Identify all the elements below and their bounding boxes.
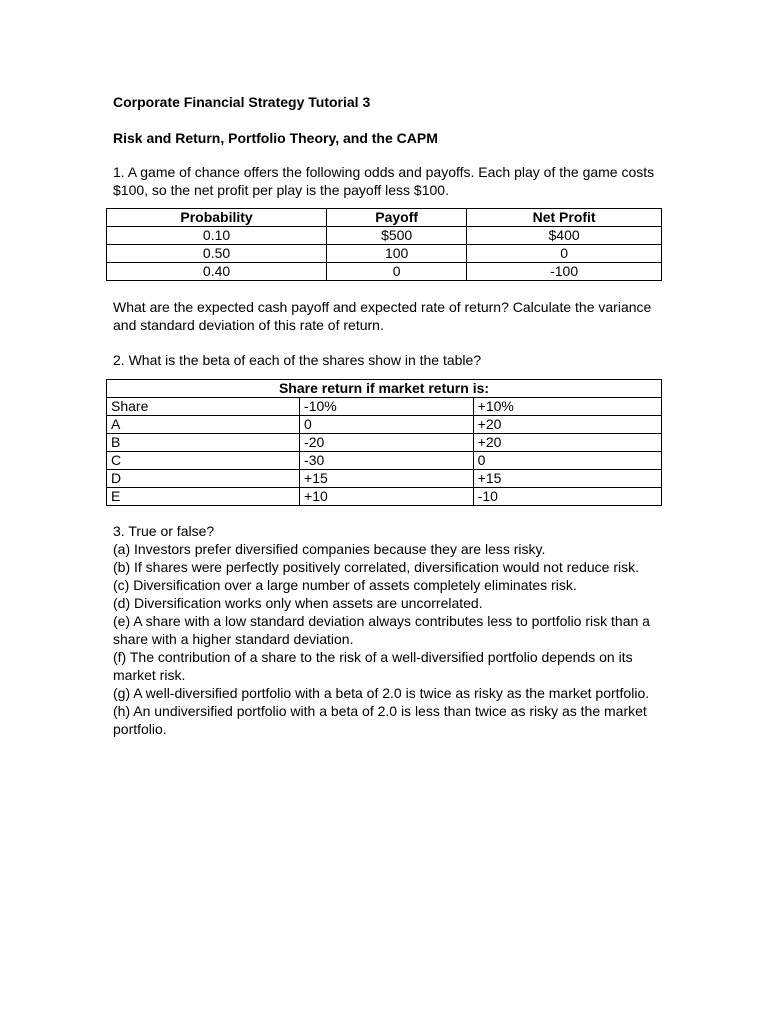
table-cell: -30 [300,452,474,470]
list-item: (h) An undiversified portfolio with a beta of 2.0 is less than twice as risky as the market portfolio. [113,703,647,737]
table-row [107,263,662,281]
table-cell: $400 [467,227,662,245]
question-1-text: What are the expected cash payoff and expected rate of return? Calculate the variance and standard deviation of this rate of return. [113,299,652,333]
table-cell: 0 [473,452,661,470]
table-cell: +15 [473,470,661,488]
table-cell: 0 [327,263,467,281]
list-item: (b) If shares were perfectly positively correlated, diversification would not reduce risk. [113,559,639,575]
table-cell: A [107,416,300,434]
table-row [107,245,662,263]
header-probability: Probability [107,209,327,227]
list-item: (d) Diversification works only when assets are uncorrelated. [113,595,483,611]
document-title: Corporate Financial Strategy Tutorial 3 [113,94,371,110]
table-cell: +15 [300,470,474,488]
table-cell: +20 [473,416,661,434]
table-cell: -10 [473,488,661,506]
header-payoff: Payoff [327,209,467,227]
header-share-return: Share return if market return is: [107,380,662,398]
table-row [107,452,662,470]
table-cell: -10% [300,398,474,416]
question-2-text: 2. What is the beta of each of the shares show in the table? [113,352,482,368]
table-row [107,470,662,488]
table-cell: 0 [467,245,662,263]
table-cell: 0.50 [107,245,327,263]
table-cell: 0 [300,416,474,434]
payoff-table [106,208,662,281]
table-header-row [107,209,662,227]
table-cell: 100 [327,245,467,263]
question-1-intro: 1. A game of chance offers the following odds and payoffs. Each play of the game costs $100, so the net profit per play is the payoff less $100. [113,164,655,198]
beta-table [106,379,662,506]
table-row [107,488,662,506]
table-cell: E [107,488,300,506]
table-row [107,434,662,452]
table-cell: C [107,452,300,470]
list-item: (e) A share with a low standard deviation always contributes less to portfolio risk than a share with a higher standard deviation. [113,613,650,647]
table-cell: 0.10 [107,227,327,245]
header-net-profit: Net Profit [467,209,662,227]
table-cell: Share [107,398,300,416]
list-item: (a) Investors prefer diversified companies because they are less risky. [113,541,546,557]
list-item: (c) Diversification over a large number of assets completely eliminates risk. [113,577,577,593]
table-cell: +10% [473,398,661,416]
table-cell: -20 [300,434,474,452]
list-item: (f) The contribution of a share to the risk of a well-diversified portfolio depends on its market risk. [113,649,633,683]
list-item: (g) A well-diversified portfolio with a beta of 2.0 is twice as risky as the market portfolio. [113,685,650,701]
table-row [107,227,662,245]
table-cell: +10 [300,488,474,506]
table-cell: 0.40 [107,263,327,281]
table-cell: B [107,434,300,452]
table-cell: +20 [473,434,661,452]
table-row [107,416,662,434]
table-row [107,398,662,416]
table-cell: D [107,470,300,488]
document-page [113,92,668,738]
document-subtitle: Risk and Return, Portfolio Theory, and the CAPM [113,130,438,146]
table-cell: $500 [327,227,467,245]
table-cell: -100 [467,263,662,281]
true-false-list [113,540,668,738]
table-header-row [107,380,662,398]
question-3-heading: 3. True or false? [113,523,215,539]
